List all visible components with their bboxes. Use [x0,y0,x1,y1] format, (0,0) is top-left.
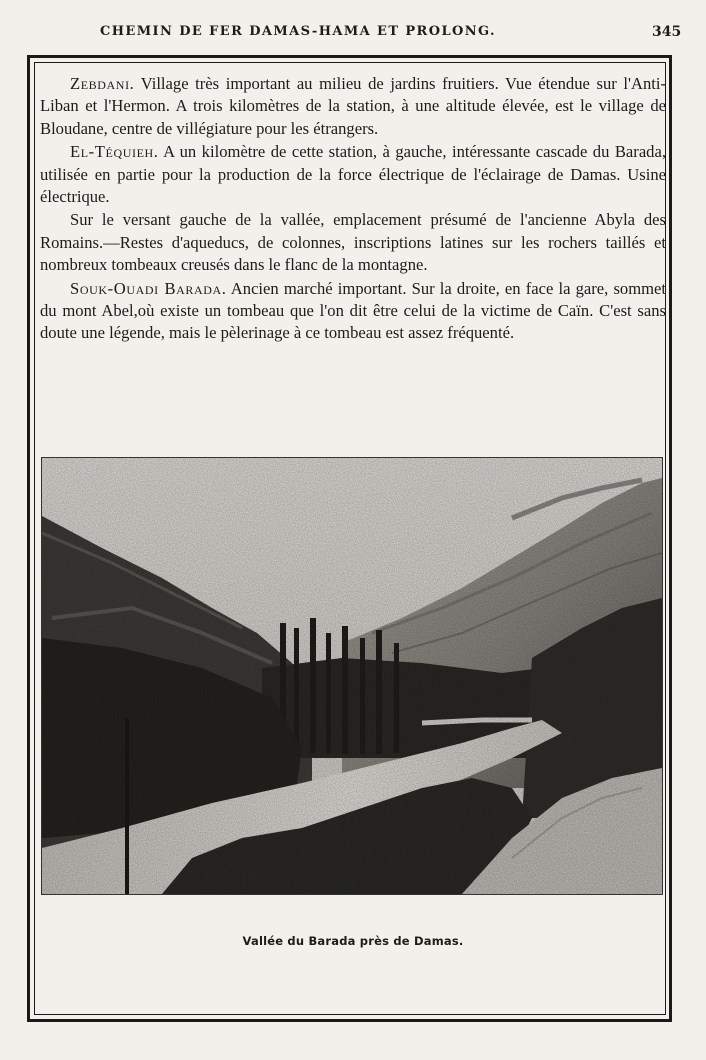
paragraph-abyla [40,209,666,276]
paragraph-text: A un kilomètre de cette station, à gauche, intéressante cascade du Barada, utilisée en partie pour la production de la force électrique de l'éclairage de Damas. Usine électrique. [40,142,666,207]
valley-photograph [41,457,663,895]
body-text [40,73,666,346]
place-name: El-Téquieh. [70,142,159,162]
paragraph-souk-ouadi-barada [40,278,666,345]
paragraph-text: Ancien marché important. Sur la droite, en face la gare, sommet du mont Abel,où existe un tombeau que l'on dit être celui de la victime de Caïn. C'est sans doute une légende, mais le pèlerinage à ce tombeau est assez fréquenté. [40,278,666,343]
paragraph-text: Sur le versant gauche de la vallée, emplacement présumé de l'ancienne Abyla des Romains.—Restes d'aqueducs, de colonnes, inscriptions latines sur les rochers taillés et nombreux tombeaux creusés dans le flanc de la montagne. [40,210,666,275]
place-name: Souk-Ouadi Barada. [70,278,227,298]
figure-caption: Vallée du Barada près de Damas. [242,934,464,948]
paragraph-el-tequieh [40,141,666,208]
paragraph-zebdani [40,73,666,140]
place-name: Zebdani. [70,74,135,93]
page-header [0,22,706,46]
page-number: 345 [652,24,682,40]
paragraph-text: Village très important au milieu de jardins fruitiers. Vue étendue sur l'Anti-Liban et l'Hermon. A trois kilomètres de la station, à une altitude élevée, est le village de Bloudane, centre de villégiature pour les étrangers. [40,74,666,138]
running-title: CHEMIN DE FER DAMAS-HAMA ET PROLONG. [100,24,496,39]
